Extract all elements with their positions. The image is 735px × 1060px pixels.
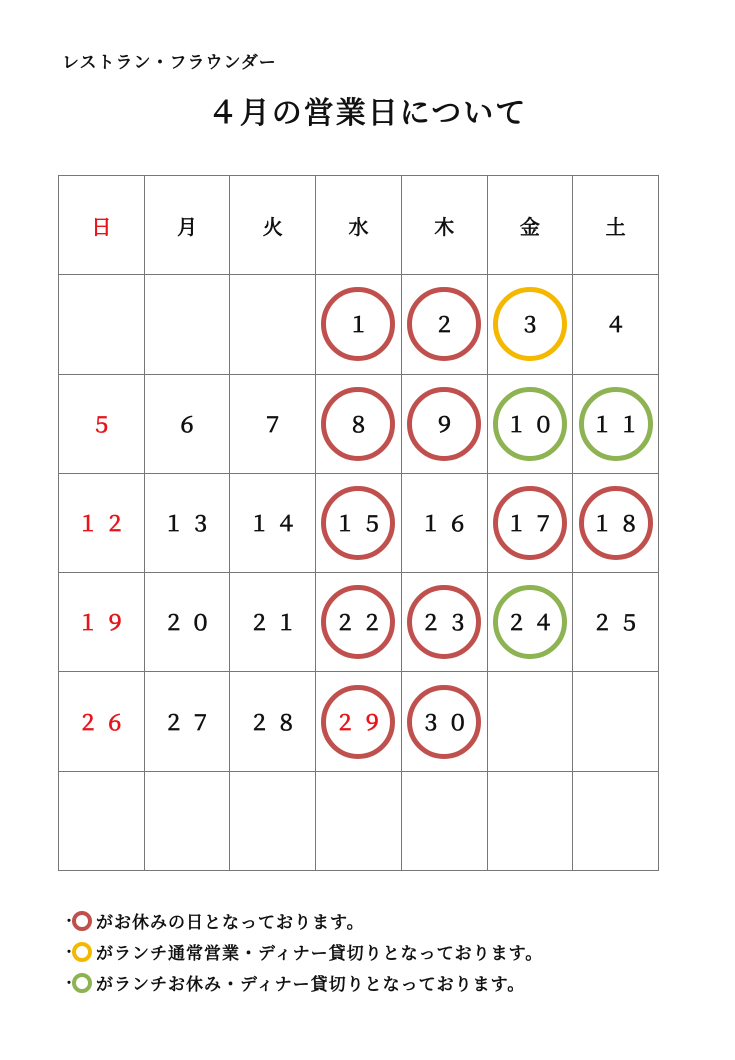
- day-number: ２６: [77, 710, 132, 735]
- weekday-label: 火: [262, 214, 283, 239]
- closed-circle-marker: [321, 486, 395, 560]
- closed-circle-marker: [407, 585, 481, 659]
- day-number: １０: [505, 412, 560, 437]
- day-cell: [230, 375, 316, 474]
- day-cell: [573, 772, 659, 871]
- day-number: ２: [433, 313, 461, 338]
- day-cell: [316, 573, 402, 672]
- lunch-circle-marker: [493, 287, 567, 361]
- day-number: １７: [505, 511, 560, 536]
- bullet: ・: [62, 944, 77, 961]
- day-number: １: [347, 313, 375, 338]
- legend-item: [62, 967, 543, 998]
- day-cell: [230, 275, 316, 374]
- day-cell: [573, 672, 659, 771]
- closed-circle-marker: [407, 685, 481, 759]
- calendar-grid: [58, 175, 659, 871]
- day-number: ２５: [591, 611, 646, 636]
- weekday-header: [316, 176, 402, 275]
- day-cell: [402, 772, 488, 871]
- day-cell: [59, 375, 145, 474]
- weekday-header: [402, 176, 488, 275]
- weekday-label: 金: [519, 214, 540, 239]
- day-cell: [59, 573, 145, 672]
- closed-circle-marker: [579, 486, 653, 560]
- day-cell: [573, 474, 659, 573]
- closed-circle-marker: [407, 287, 481, 361]
- day-cell: [488, 672, 574, 771]
- day-number: ９: [433, 412, 461, 437]
- day-cell: [59, 672, 145, 771]
- dinner-circle-icon: [72, 973, 92, 993]
- day-cell: [59, 474, 145, 573]
- weekday-label: 木: [434, 214, 455, 239]
- day-cell: [145, 672, 231, 771]
- day-number: ３０: [420, 710, 475, 735]
- day-cell: [488, 772, 574, 871]
- dinner-circle-marker: [493, 387, 567, 461]
- day-number: ２２: [334, 611, 389, 636]
- day-number: ２３: [420, 611, 475, 636]
- day-cell: [145, 375, 231, 474]
- day-cell: [402, 573, 488, 672]
- weekday-label: 月: [177, 214, 198, 239]
- closed-circle-marker: [321, 685, 395, 759]
- day-cell: [145, 772, 231, 871]
- weekday-header: [230, 176, 316, 275]
- closed-circle-marker: [493, 486, 567, 560]
- bullet: ・: [62, 975, 77, 992]
- day-cell: [402, 474, 488, 573]
- day-number: ８: [347, 412, 375, 437]
- day-cell: [145, 573, 231, 672]
- day-cell: [402, 375, 488, 474]
- day-number: ６: [176, 412, 204, 437]
- day-cell: [402, 275, 488, 374]
- day-cell: [230, 474, 316, 573]
- day-number: ７: [262, 412, 290, 437]
- day-cell: [316, 772, 402, 871]
- day-number: ２７: [163, 710, 218, 735]
- day-number: ５: [90, 412, 118, 437]
- weekday-header: [488, 176, 574, 275]
- day-number: １２: [77, 511, 132, 536]
- day-cell: [59, 275, 145, 374]
- legend-item: [62, 905, 543, 936]
- legend-text: がランチ通常営業・ディナー貸切りとなっております。: [96, 944, 544, 964]
- day-cell: [230, 672, 316, 771]
- day-number: １１: [591, 412, 646, 437]
- legend-text: がランチお休み・ディナー貸切りとなっております。: [96, 975, 526, 995]
- day-cell: [488, 474, 574, 573]
- day-cell: [145, 275, 231, 374]
- legend: [62, 905, 543, 998]
- page-title: ４月の営業日について: [207, 96, 528, 131]
- day-cell: [488, 573, 574, 672]
- day-number: １８: [591, 511, 646, 536]
- lunch-circle-icon: [72, 942, 92, 962]
- day-number: １３: [163, 511, 218, 536]
- day-cell: [402, 672, 488, 771]
- restaurant-name: レストラン・フラウンダー: [62, 53, 277, 73]
- closed-circle-icon: [72, 911, 92, 931]
- day-cell: [230, 772, 316, 871]
- day-cell: [230, 573, 316, 672]
- day-number: １６: [420, 511, 475, 536]
- dinner-circle-marker: [579, 387, 653, 461]
- weekday-header: [59, 176, 145, 275]
- day-cell: [573, 375, 659, 474]
- day-cell: [316, 474, 402, 573]
- day-cell: [145, 474, 231, 573]
- day-cell: [488, 375, 574, 474]
- closed-circle-marker: [321, 387, 395, 461]
- day-cell: [316, 375, 402, 474]
- weekday-label: 土: [605, 214, 626, 239]
- legend-item: [62, 936, 543, 967]
- bullet: ・: [62, 913, 77, 930]
- dinner-circle-marker: [493, 585, 567, 659]
- day-cell: [316, 672, 402, 771]
- day-number: ３: [519, 313, 547, 338]
- day-number: ２９: [334, 710, 389, 735]
- closed-circle-marker: [407, 387, 481, 461]
- day-number: １５: [334, 511, 389, 536]
- day-cell: [573, 573, 659, 672]
- legend-text: がお休みの日となっております。: [96, 913, 365, 933]
- day-number: ２１: [248, 611, 303, 636]
- weekday-label: 水: [348, 214, 369, 239]
- weekday-label: 日: [91, 214, 112, 239]
- day-number: ２４: [505, 611, 560, 636]
- day-number: ２０: [163, 611, 218, 636]
- day-number: １９: [77, 611, 132, 636]
- day-cell: [573, 275, 659, 374]
- day-number: ２８: [248, 710, 303, 735]
- weekday-header: [573, 176, 659, 275]
- weekday-header: [145, 176, 231, 275]
- day-cell: [316, 275, 402, 374]
- day-number: ４: [605, 313, 633, 338]
- day-cell: [59, 772, 145, 871]
- closed-circle-marker: [321, 287, 395, 361]
- day-cell: [488, 275, 574, 374]
- day-number: １４: [248, 511, 303, 536]
- closed-circle-marker: [321, 585, 395, 659]
